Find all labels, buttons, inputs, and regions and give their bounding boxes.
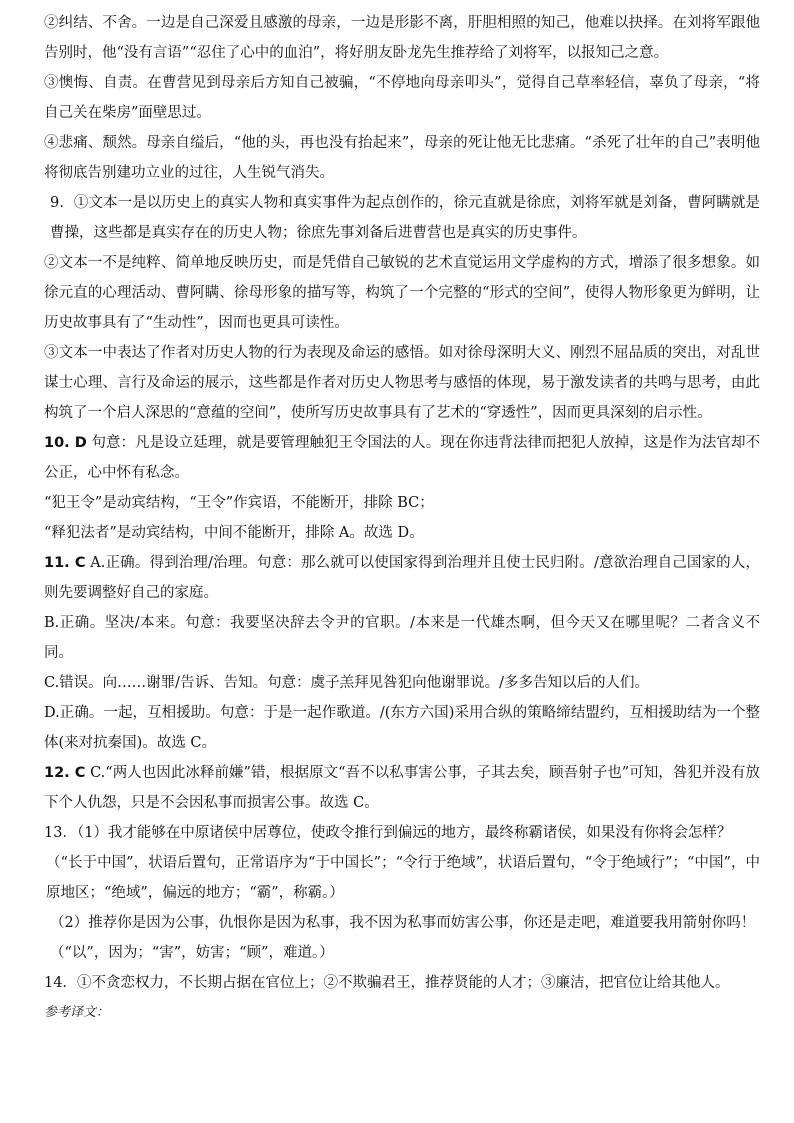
question-number: 11. C <box>44 555 86 571</box>
paragraph-text: “释犯法者”是动宾结构，中间不能断开，排除 A。故选 D。 <box>44 525 424 541</box>
paragraph-text: 13．（1）我才能够在中原诸侯中居尊位，使政令推行到偏远的地方，最终称霸诸侯，如果没有你将会怎样？ <box>44 825 732 841</box>
reference-translation-heading: 参考译文： <box>44 1005 110 1020</box>
answer-paragraph <box>44 668 760 698</box>
answer-paragraph <box>44 8 760 68</box>
answer-paragraph <box>44 608 760 668</box>
answer-paragraph <box>44 848 760 908</box>
paragraph-text: （“以”，因为；“害”，妨害；“顾”，难道。） <box>50 945 334 961</box>
paragraph-text: ③文本一中表达了作者对历史人物的行为表现及命运的感悟。如对徐母深明大义、刚烈不屈品质的突出，对乱世谋士心理、言行及命运的展示，这些都是作者对历史人物思考与感悟的体现，易于激发读者的共鸣与思考，由此构筑了一个启人深思的“意蕴的空间”，使所写历史故事具有了艺术的“穿透性”，因而更具深刻的启示性。 <box>44 345 760 421</box>
answer-paragraph <box>44 188 760 248</box>
question-number: 10. D <box>44 435 87 451</box>
answer-paragraph <box>44 248 760 338</box>
answer-paragraph <box>44 818 760 848</box>
answer-paragraph <box>44 968 760 998</box>
answer-document <box>44 8 760 1028</box>
question-number: 12. C <box>44 765 86 781</box>
answer-paragraph <box>44 938 760 968</box>
paragraph-text: 14．①不贪恋权力，不长期占据在官位上；②不欺骗君王，推荐贤能的人才；③廉洁，把官位让给其他人。 <box>44 975 730 991</box>
paragraph-text: A.正确。得到治理/治理。句意：那么就可以使国家得到治理并且使士民归附。/意欲治理自己国家的人，则先要调整好自己的家庭。 <box>44 555 760 601</box>
paragraph-text: （“长于中国”，状语后置句，正常语序为“于中国长”；“令行于绝域”，状语后置句，“令于绝域行”；“中国”，中原地区；“绝域”，偏远的地方；“霸”，称霸。） <box>46 855 760 901</box>
paragraph-text: C.“两人也因此冰释前嫌”错，根据原文“吾不以私事害公事，子其去矣，顾吾射子也”可知，咎犯并没有放下个人仇怨，只是不会因私事而损害公事。故选 C。 <box>44 765 760 811</box>
paragraph-text: ③懊悔、自责。在曹营见到母亲后方知自己被骗，“不停地向母亲叩头”，觉得自己草率轻信，辜负了母亲，“将自己关在柴房”面壁思过。 <box>44 75 760 121</box>
paragraph-text: C.错误。向……谢罪/告诉、告知。句意：虞子羔拜见咎犯向他谢罪说。/多多告知以后的人们。 <box>44 675 649 691</box>
answer-paragraph <box>44 128 760 188</box>
answer-paragraph <box>44 428 760 488</box>
paragraph-text: ②纠结、不舍。一边是自己深爱且感激的母亲，一边是形影不离，肝胆相照的知己，他难以抉择。在刘将军跟他告别时，他“没有言语”“忍住了心中的血泊”，将好朋友卧龙先生推荐给了刘将军，以报知己之意。 <box>44 15 760 61</box>
paragraph-text: ④悲痛、颓然。母亲自缢后，“他的头，再也没有抬起来”，母亲的死让他无比悲痛。“杀死了壮年的自己”表明他将彻底告别建功立业的过往，人生锐气消失。 <box>44 135 760 181</box>
answer-paragraph <box>44 68 760 128</box>
answer-paragraph <box>44 518 760 548</box>
answer-paragraph <box>44 338 760 428</box>
answer-paragraph <box>44 548 760 608</box>
answer-paragraph <box>44 758 760 818</box>
paragraph-text: 9．①文本一是以历史上的真实人物和真实事件为起点创作的，徐元直就是徐庶，刘将军就是刘备，曹阿瞒就是曹操，这些都是真实存在的历史人物；徐庶先事刘备后进曹营也是真实的历史事件。 <box>50 195 760 241</box>
paragraph-text: 句意：凡是设立廷理，就是要管理触犯王令国法的人。现在你违背法律而把犯人放掉，这是作为法官却不公正，心中怀有私念。 <box>44 435 760 481</box>
paragraph-text: ②文本一不是纯粹、简单地反映历史，而是凭借自己敏锐的艺术直觉运用文学虚构的方式，增添了很多想象。如徐元直的心理活动、曹阿瞒、徐母形象的描写等，构筑了一个完整的“形式的空间”，使得人物形象更为鲜明，让历史故事具有了“生动性”，因而也更具可读性。 <box>44 255 760 331</box>
answer-paragraph <box>44 698 760 758</box>
paragraph-text: B.正确。坚决/本来。句意：我要坚决辞去令尹的官职。/本来是一代雄杰啊，但今天又在哪里呢？二者含义不同。 <box>44 615 760 661</box>
paragraph-text: （2）推荐你是因为公事，仇恨你是因为私事，我不因为私事而妨害公事，你还是走吧，难道要我用箭射你吗！ <box>50 915 756 931</box>
paragraph-text: D.正确。一起，互相援助。句意：于是一起作歌道。/(东方六国)采用合纵的策略缔结盟约，互相援助结为一个整体(来对抗秦国)。故选 C。 <box>44 705 760 751</box>
answer-paragraph <box>44 488 760 518</box>
paragraph-text: “犯王令”是动宾结构，“王令”作宾语，不能断开，排除 BC； <box>44 495 434 511</box>
answer-paragraph <box>44 908 760 938</box>
